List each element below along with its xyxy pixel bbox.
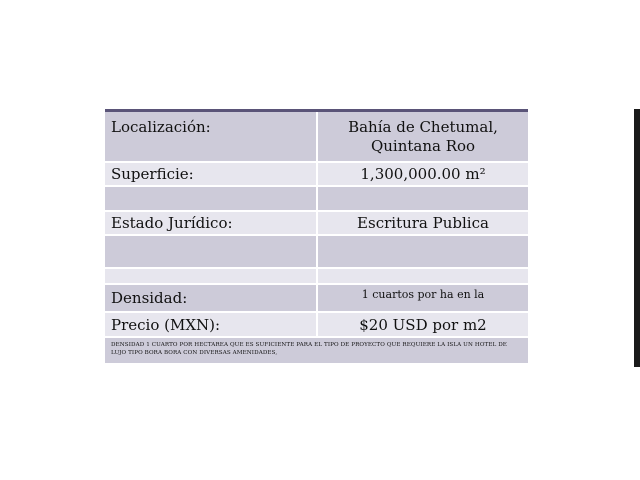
table-row-empty	[105, 236, 528, 269]
label-densidad: Densidad:	[105, 285, 318, 313]
empty-cell	[105, 236, 318, 269]
value-precio: $20 USD por m2	[318, 313, 528, 338]
footnote-text: DENSIDAD 1 CUARTO POR HECTAREA QUE ES SUFICIENTE PARA EL TIPO DE PROYECTO QUE REQUIERE LA ISLA UN HOTEL DE LUJO TIPO BORA BORA CON DIVERSAS AMENIDADES,	[105, 338, 528, 365]
value-localizacion-line1: Bahía de Chetumal,	[348, 117, 498, 136]
value-densidad: 1 cuartos por ha en la	[318, 285, 528, 313]
table-row-footnote	[105, 338, 528, 365]
side-edge-bar	[634, 109, 640, 367]
table-row-estado-juridico	[105, 212, 528, 236]
empty-cell	[318, 269, 528, 285]
label-estado-juridico: Estado Jurídico:	[105, 212, 318, 236]
value-localizacion	[318, 112, 528, 163]
value-superficie: 1,300,000.00 m²	[318, 163, 528, 187]
empty-cell	[318, 187, 528, 212]
label-localizacion: Localización:	[105, 112, 318, 163]
label-superficie: Superficie:	[105, 163, 318, 187]
empty-cell	[105, 187, 318, 212]
value-estado-juridico: Escritura Publica	[318, 212, 528, 236]
table-row-precio	[105, 313, 528, 338]
table-row-superficie	[105, 163, 528, 187]
table-row-densidad	[105, 285, 528, 313]
property-info-table	[105, 109, 528, 365]
empty-cell	[318, 236, 528, 269]
value-localizacion-line2: Quintana Roo	[370, 136, 476, 155]
table-row-localizacion	[105, 112, 528, 163]
empty-cell	[105, 269, 318, 285]
table-row-empty	[105, 269, 528, 285]
label-precio: Precio (MXN):	[105, 313, 318, 338]
table-row-empty	[105, 187, 528, 212]
